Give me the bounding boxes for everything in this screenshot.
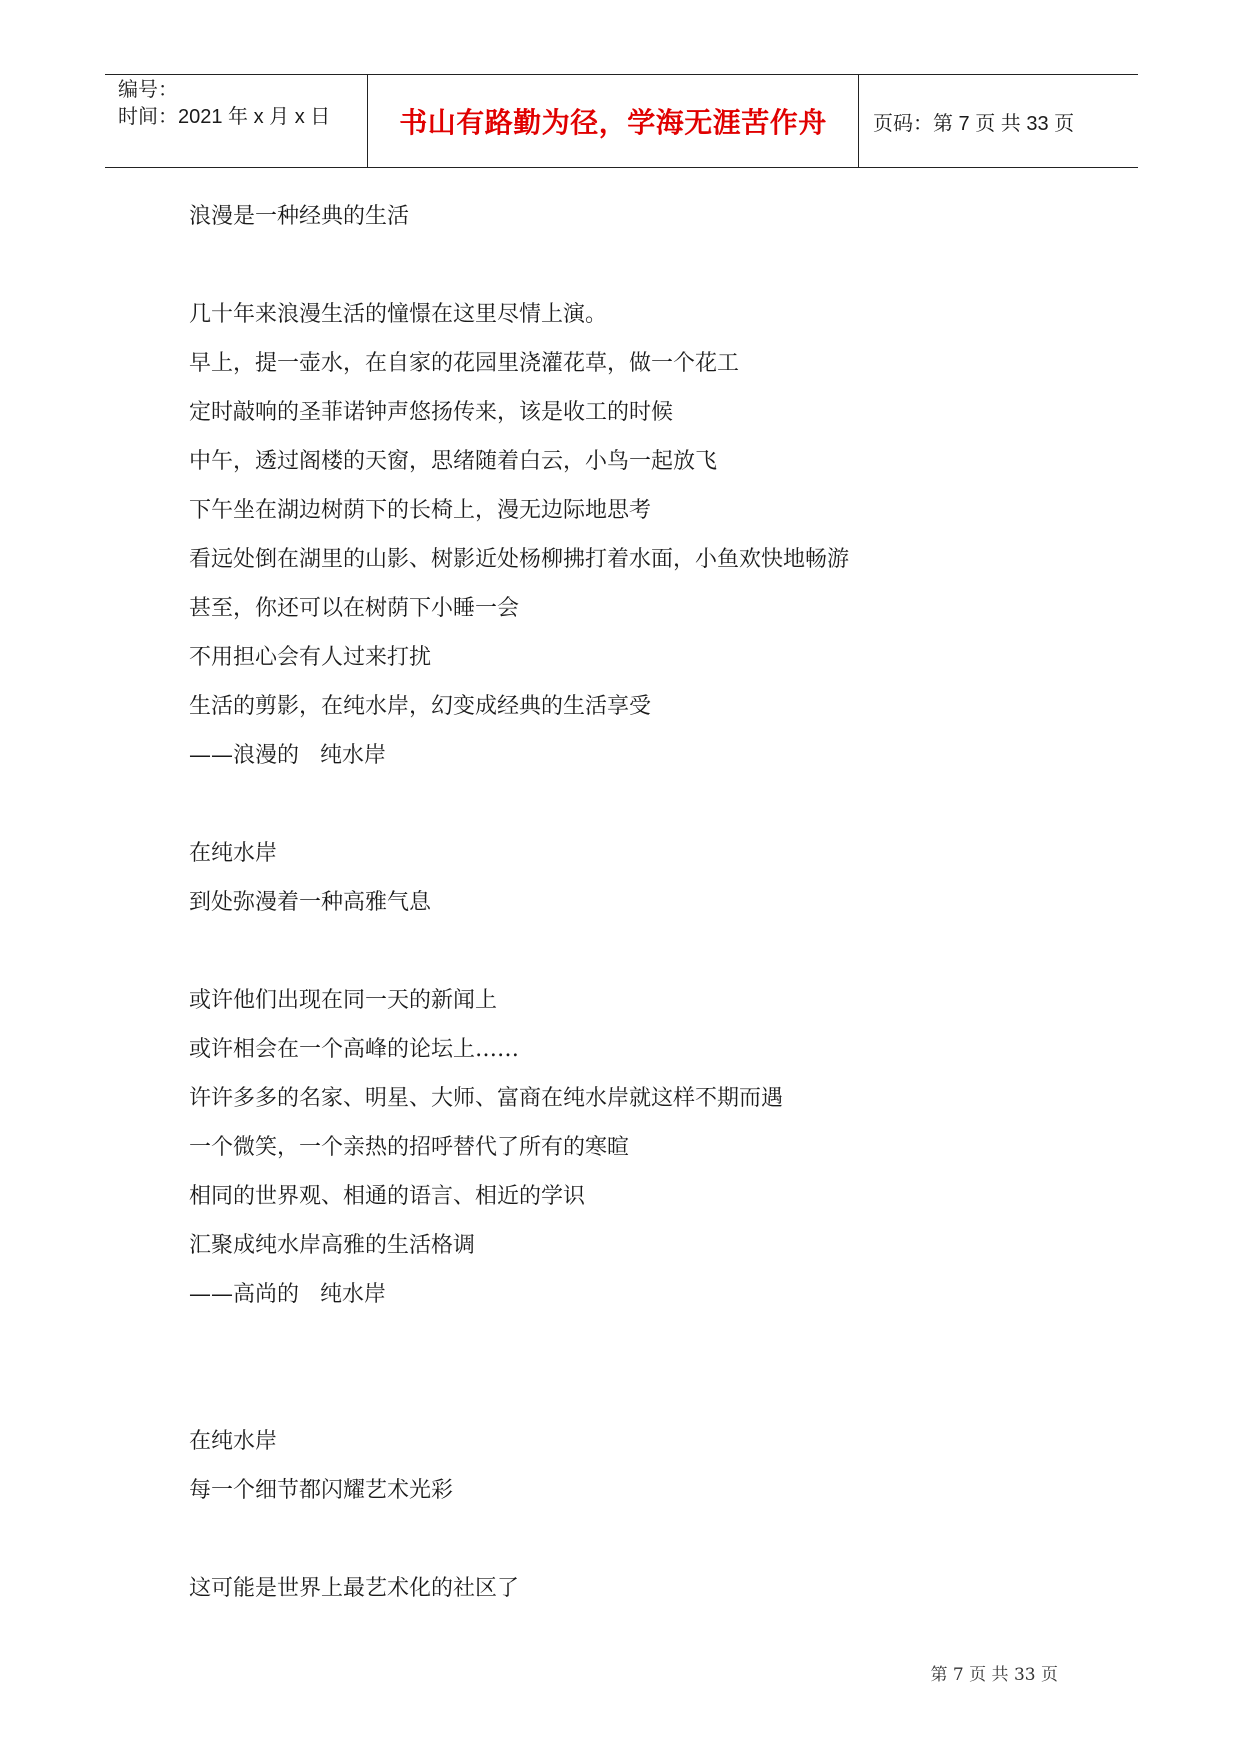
header-page-label: 页码：第 7 页 共 33 页 [873, 112, 1075, 135]
text-line [189, 780, 1089, 829]
text-line: 早上，提一壶水，在自家的花园里浇灌花草，做一个花工 [189, 351, 740, 376]
date-label: 时间：2021 年 x 月 x 日 [118, 106, 331, 128]
serial-number-label: 编号： [118, 79, 178, 101]
text-line [189, 241, 1089, 290]
text-line: 相同的世界观、相通的语言、相近的学识 [189, 1184, 586, 1209]
text-line: 汇聚成纯水岸高雅的生活格调 [189, 1233, 476, 1258]
body-text [189, 192, 1089, 1613]
text-line: 或许相会在一个高峰的论坛上…… [189, 1037, 520, 1062]
text-line: 几十年来浪漫生活的憧憬在这里尽情上演。 [189, 302, 608, 327]
text-line: ——浪漫的 纯水岸 [189, 743, 386, 768]
header-motto: 书山有路勤为径，学海无涯苦作舟 [399, 106, 827, 139]
text-line [189, 927, 1089, 976]
text-line: 许许多多的名家、明星、大师、富商在纯水岸就这样不期而遇 [189, 1086, 784, 1111]
text-line: 在纯水岸 [189, 1429, 278, 1454]
text-line [189, 1515, 1089, 1564]
text-line: 每一个细节都闪耀艺术光彩 [189, 1478, 454, 1503]
header-right-cell [859, 75, 1138, 167]
text-line: 看远处倒在湖里的山影、树影近处杨柳拂打着水面，小鱼欢快地畅游 [189, 547, 850, 572]
text-line: 不用担心会有人过来打扰 [189, 645, 432, 670]
text-line: 定时敲响的圣菲诺钟声悠扬传来，该是收工的时候 [189, 400, 674, 425]
header-center-cell [368, 75, 859, 167]
text-line: 甚至，你还可以在树荫下小睡一会 [189, 596, 520, 621]
text-line: 一个微笑，一个亲热的招呼替代了所有的寒暄 [189, 1135, 630, 1160]
text-line: ——高尚的 纯水岸 [189, 1282, 386, 1307]
footer-page-number: 第 7 页 共 33 页 [930, 1665, 1058, 1685]
text-line [189, 1368, 1089, 1417]
text-line: 中午，透过阁楼的天窗，思绪随着白云，小鸟一起放飞 [189, 449, 718, 474]
text-line: 这可能是世界上最艺术化的社区了 [189, 1576, 520, 1601]
text-line: 下午坐在湖边树荫下的长椅上，漫无边际地思考 [189, 498, 652, 523]
text-line: 浪漫是一种经典的生活 [189, 204, 410, 229]
header-table [105, 74, 1138, 168]
text-line: 在纯水岸 [189, 841, 278, 866]
text-line [189, 1319, 1089, 1368]
header-left-cell [105, 75, 368, 167]
text-line: 生活的剪影，在纯水岸，幻变成经典的生活享受 [189, 694, 652, 719]
text-line: 到处弥漫着一种高雅气息 [189, 890, 432, 915]
text-line: 或许他们出现在同一天的新闻上 [189, 988, 498, 1013]
